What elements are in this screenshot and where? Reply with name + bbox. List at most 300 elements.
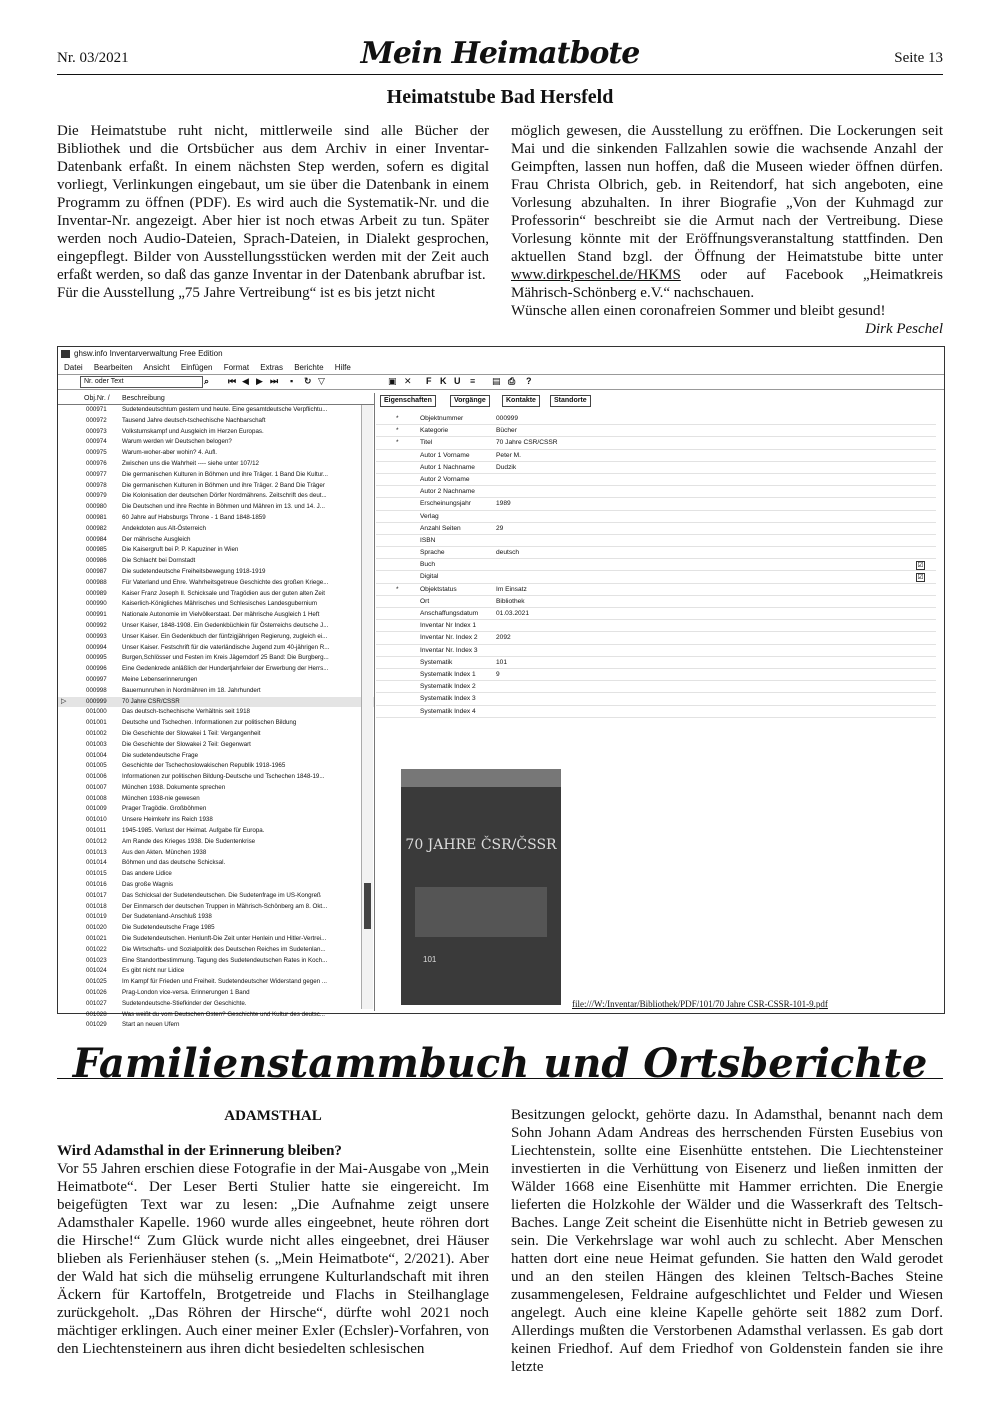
object-description: Deutsche und Tschechen. Informationen zur politischen Bildung bbox=[122, 719, 297, 727]
property-row[interactable] bbox=[376, 584, 936, 596]
new-icon[interactable]: ▣ bbox=[388, 376, 397, 386]
property-row[interactable] bbox=[376, 486, 936, 498]
tab-eigenschaften[interactable]: Eigenschaften bbox=[380, 395, 436, 407]
next-record-icon[interactable]: ▶ bbox=[256, 376, 263, 386]
property-value[interactable]: 1989 bbox=[496, 500, 511, 508]
table-row[interactable] bbox=[58, 632, 374, 643]
table-row[interactable] bbox=[58, 567, 374, 578]
property-label: Anzahl Seiten bbox=[420, 524, 461, 532]
property-value[interactable]: 2092 bbox=[496, 634, 511, 642]
table-row[interactable] bbox=[58, 664, 374, 675]
object-description: Prager Tragödie. Großböhmen bbox=[122, 805, 207, 813]
inventory-app-window bbox=[57, 346, 945, 1029]
property-value[interactable]: 70 Jahre CSR/CSSR bbox=[496, 439, 558, 447]
section-heading: Familienstammbuch und Ortsberichte bbox=[72, 1040, 928, 1087]
object-number: 000980 bbox=[86, 503, 107, 511]
records-list bbox=[58, 393, 375, 1029]
pdf-file-link[interactable]: file:///W:/Inventar/Bibliothek/PDF/101/70 Jahre CSR-CSSR-101-9.pdf bbox=[572, 999, 828, 1009]
delete-icon[interactable]: ✕ bbox=[404, 376, 412, 386]
property-label: Objektstatus bbox=[420, 585, 457, 593]
list-rows bbox=[58, 405, 374, 1031]
table-row[interactable] bbox=[58, 966, 374, 977]
property-label: Systematik bbox=[420, 658, 453, 666]
cover-title: 70 JAHRE ČSR/ČSSR bbox=[405, 837, 557, 853]
property-value[interactable]: 29 bbox=[496, 524, 504, 532]
list-scrollbar[interactable] bbox=[361, 405, 373, 1009]
search-input[interactable]: Nr. oder Text bbox=[80, 376, 203, 388]
object-description: Das Schicksal der Sudetendeutschen. Die Sudetenfrage im US-Kongreß bbox=[122, 891, 321, 899]
menu-item[interactable]: Hilfe bbox=[334, 363, 351, 372]
bold-icon[interactable]: F bbox=[426, 376, 432, 386]
property-row[interactable] bbox=[376, 571, 936, 583]
object-number: 000994 bbox=[86, 643, 107, 651]
object-number: 001029 bbox=[86, 1021, 107, 1029]
prev-record-icon[interactable]: ◀ bbox=[242, 376, 249, 386]
property-label: Autor 1 Vorname bbox=[420, 451, 470, 459]
object-description: Böhmen und das deutsche Schicksal. bbox=[122, 859, 226, 867]
object-description: 1945-1985. Verlust der Heimat. Aufgabe für Europa. bbox=[122, 827, 265, 835]
object-number: 001015 bbox=[86, 870, 107, 878]
table-row[interactable] bbox=[58, 740, 374, 751]
object-number: 000971 bbox=[86, 406, 107, 413]
window-titlebar bbox=[58, 347, 944, 361]
toolbar bbox=[58, 374, 944, 390]
property-value[interactable]: 01.03.2021 bbox=[496, 610, 530, 617]
print-icon[interactable]: ⎙ bbox=[508, 376, 516, 386]
table-row[interactable] bbox=[58, 783, 374, 794]
table-row[interactable] bbox=[58, 578, 374, 589]
table-row[interactable] bbox=[58, 880, 374, 891]
object-description: Unser Kaiser. Festschrift für die vaterländische Jugend zum 40-jährigen R... bbox=[122, 643, 330, 651]
object-number: 001004 bbox=[86, 751, 107, 759]
menu-item[interactable]: Ansicht bbox=[143, 363, 170, 372]
object-number: 001013 bbox=[86, 848, 107, 856]
properties-grid bbox=[376, 413, 936, 718]
object-number: 001020 bbox=[86, 924, 107, 932]
property-row[interactable] bbox=[376, 523, 936, 535]
scrollbar-thumb[interactable] bbox=[364, 883, 371, 929]
object-number: 001003 bbox=[86, 740, 107, 748]
table-row[interactable] bbox=[58, 589, 374, 600]
object-description: Eine Standortbestimmung. Tagung des Sudetendeutschen Rates in Koch... bbox=[122, 956, 328, 964]
table-row[interactable] bbox=[58, 405, 374, 416]
table-row[interactable] bbox=[58, 794, 374, 805]
object-description: Am Rande des Krieges 1938. Die Sudentenkrise bbox=[122, 837, 256, 845]
object-number: 000999 bbox=[86, 697, 107, 705]
table-row[interactable] bbox=[58, 653, 374, 664]
property-row[interactable] bbox=[376, 608, 936, 620]
property-label: Inventar Nr. Index 2 bbox=[420, 634, 478, 642]
object-number: 001028 bbox=[86, 1010, 107, 1018]
property-row[interactable] bbox=[376, 632, 936, 644]
table-row[interactable] bbox=[58, 956, 374, 967]
object-number: 000975 bbox=[86, 449, 107, 457]
object-description: Sudetendeutsche-Stiefkinder der Geschichte. bbox=[122, 999, 247, 1007]
object-number: 000974 bbox=[86, 438, 107, 446]
property-row[interactable] bbox=[376, 693, 936, 705]
table-row[interactable] bbox=[58, 729, 374, 740]
page-number: Seite 13 bbox=[894, 50, 943, 66]
object-number: 000996 bbox=[86, 665, 107, 673]
required-marker: * bbox=[396, 585, 399, 593]
object-description: Die sudetendeutsche Frage bbox=[122, 751, 199, 759]
menu-item[interactable]: Extras bbox=[260, 363, 283, 372]
article-right-column bbox=[511, 122, 943, 338]
property-row[interactable] bbox=[376, 559, 936, 571]
property-row[interactable] bbox=[376, 706, 936, 718]
detail-tabs bbox=[376, 393, 942, 405]
object-number: 000987 bbox=[86, 567, 107, 575]
table-row[interactable] bbox=[58, 707, 374, 718]
property-label: Autor 2 Vorname bbox=[420, 475, 470, 483]
checkbox[interactable]: ☑ bbox=[917, 562, 924, 570]
object-description: Der Einmarsch der deutschen Truppen in Mährisch-Schönberg am 8. Okt... bbox=[122, 902, 328, 910]
object-number: 000972 bbox=[86, 416, 107, 424]
object-description: Eine Gedenkrede anläßlich der Hundertjahrfeier der Erwerbung der Herrs... bbox=[122, 665, 329, 673]
required-marker: * bbox=[396, 439, 399, 447]
object-description: Start an neuen Ufern bbox=[122, 1021, 180, 1029]
refresh-icon[interactable]: ↻ bbox=[304, 376, 312, 386]
table-row[interactable] bbox=[58, 945, 374, 956]
object-description: Die germanischen Kulturen in Böhmen und ihre Träger. 2 Band Die Träger bbox=[122, 481, 325, 489]
page-header bbox=[57, 36, 943, 75]
property-row[interactable] bbox=[376, 547, 936, 559]
object-description: Warum-woher-aber wohin? 4. Aufl. bbox=[122, 449, 218, 457]
table-row[interactable] bbox=[58, 751, 374, 762]
object-number: 001025 bbox=[86, 978, 107, 986]
table-row[interactable] bbox=[58, 524, 374, 535]
object-number: 001012 bbox=[86, 837, 107, 845]
object-number: 000985 bbox=[86, 546, 107, 554]
table-row[interactable] bbox=[58, 545, 374, 556]
table-row[interactable] bbox=[58, 977, 374, 988]
property-value[interactable]: 9 bbox=[496, 670, 500, 678]
object-description: Der mährische Ausgleich bbox=[122, 535, 191, 543]
object-description: Volkstumskampf und Ausgleich im Herzen Europas. bbox=[122, 427, 264, 435]
list-header bbox=[58, 393, 374, 405]
filter-icon[interactable]: ▽ bbox=[318, 376, 325, 386]
object-description: Sudetendeutschtum gestern und heute. Eine gesamtdeutsche Verpflichtu... bbox=[122, 406, 328, 413]
property-label: ISBN bbox=[420, 536, 436, 544]
table-row[interactable] bbox=[58, 912, 374, 923]
object-description: Was weißt du vom Deutschen Osten? Geschichte und Kultur des deutsc... bbox=[122, 1010, 326, 1018]
last-record-icon[interactable]: ⏭ bbox=[270, 376, 279, 386]
table-row[interactable] bbox=[58, 621, 374, 632]
table-row[interactable] bbox=[58, 869, 374, 880]
table-row[interactable] bbox=[58, 502, 374, 513]
object-description: Das andere Lidice bbox=[122, 870, 172, 878]
search-icon[interactable]: ⌕ bbox=[204, 376, 210, 386]
table-row[interactable] bbox=[58, 902, 374, 913]
table-row[interactable] bbox=[58, 858, 374, 869]
object-description: Die sudetendeutsche Freiheitsbewegung 1918-1919 bbox=[122, 567, 266, 575]
object-number: 001021 bbox=[86, 935, 107, 943]
required-marker: * bbox=[396, 427, 399, 435]
property-label: Sprache bbox=[420, 549, 445, 557]
object-description: Der Sudetenland-Anschluß 1938 bbox=[122, 913, 212, 921]
book-cover-image bbox=[401, 769, 561, 1005]
object-description: Die Deutschen und ihre Rechte in Böhmen und Mähren im 13. und 14. J... bbox=[122, 503, 325, 511]
table-row[interactable] bbox=[58, 988, 374, 999]
property-label: Inventar Nr. Index 3 bbox=[420, 646, 478, 654]
table-row[interactable] bbox=[58, 697, 374, 708]
website-link[interactable]: www.dirkpeschel.de/HKMS bbox=[511, 267, 681, 283]
property-row[interactable] bbox=[376, 413, 936, 425]
object-description: Die Sudetendeutschen. Henlunft-Die Zeit unter Henlein und Hitler-Vertrei... bbox=[122, 935, 327, 943]
table-row[interactable] bbox=[58, 934, 374, 945]
issue-number: Nr. 03/2021 bbox=[57, 50, 129, 66]
table-row[interactable] bbox=[58, 535, 374, 546]
table-row[interactable] bbox=[58, 427, 374, 438]
object-number: 000976 bbox=[86, 459, 107, 467]
table-row[interactable] bbox=[58, 815, 374, 826]
table-row[interactable] bbox=[58, 459, 374, 470]
article-subtitle: Wird Adamsthal in der Erinnerung bleiben? bbox=[57, 1143, 342, 1159]
object-description: 70 Jahre CSR/CSSR bbox=[122, 697, 180, 705]
property-row[interactable] bbox=[376, 425, 936, 437]
required-marker: * bbox=[396, 415, 399, 422]
property-row[interactable] bbox=[376, 535, 936, 547]
object-description: Im Kampf für Frieden und Freiheit. Sudetendeutscher Widerstand gegen ... bbox=[122, 978, 327, 986]
table-row[interactable] bbox=[58, 923, 374, 934]
menu-item[interactable]: Format bbox=[223, 363, 250, 372]
property-label: Systematik Index 3 bbox=[420, 695, 476, 703]
property-label: Buch bbox=[420, 561, 436, 569]
paragraph: Besitzungen gelockt, gehörte dazu. In Adamsthal, benannt nach dem Sohn Johann Adam Andreas des herrschenden Fürsten Eusebius von Liechtenstein, sollte eine Eisenhütte entstehen. Die Liechtensteiner investierten in die Verhüttung von Eisenerz und ließen inmitten der Wälder 1668 eine Eisenhütte mit Hammer errichten. Die Energie lieferten die Holzkohle der Wälder und die Wasserkraft des Teltsch-Baches. Lange Zeit scheint die Eisenhütte nicht in Betrieb gewesen zu sein. Die Verkehrslage war wohl auch zu schlecht. Aber Menschen hatten dort eine neue Heimat gefunden. Sie hatten den Wald gerodet und an den steilen Hängen des kleinen Teltsch-Baches Steine zusammengelesen, Feldraine aufgeschlichtet und Felder und Wiesen angelegt. Auch eine kleine Kapelle gehörte seit 1882 zum Dorf. Allerdings mußten die Verstorbenen Adamsthal verlassen. Es gab dort keinen Friedhof. Auf dem Friedhof von Goldenstein fanden sie ihre letzte bbox=[511, 1107, 943, 1375]
object-number: 001005 bbox=[86, 762, 107, 770]
table-row[interactable] bbox=[58, 718, 374, 729]
cover-label: 101 bbox=[423, 955, 437, 964]
object-description: Die Wirtschafts- und Sozialpolitik des Deutschen Reiches im Sudetenlan... bbox=[122, 945, 326, 953]
object-number: 001027 bbox=[86, 999, 107, 1007]
object-description: Die Kaisergruft bei P. P. Kapuziner in Wien bbox=[122, 546, 239, 554]
property-label: Digital bbox=[420, 573, 439, 581]
table-row[interactable] bbox=[58, 686, 374, 697]
object-description: Die Geschichte der Slowakei 2 Teil: Gegenwart bbox=[122, 740, 251, 748]
object-number: 000986 bbox=[86, 557, 107, 565]
object-description: Die Schlacht bei Dornstadt bbox=[122, 557, 196, 565]
object-number: 001023 bbox=[86, 956, 107, 964]
object-number: 001010 bbox=[86, 816, 107, 824]
menu-item[interactable]: Einfügen bbox=[180, 363, 213, 372]
property-row[interactable] bbox=[376, 450, 936, 462]
table-row[interactable] bbox=[58, 556, 374, 567]
property-label: Titel bbox=[420, 439, 433, 447]
property-value[interactable]: Bibliothek bbox=[496, 597, 525, 605]
property-row[interactable] bbox=[376, 498, 936, 510]
object-description: Es gibt nicht nur Lidice bbox=[122, 967, 185, 975]
object-number: 001006 bbox=[86, 773, 107, 781]
property-value[interactable]: 000999 bbox=[496, 415, 519, 422]
object-description: Unser Kaiser, 1848-1908. Ein Gedenkbüchlein für Österreichs deutsche J... bbox=[122, 621, 329, 629]
table-row[interactable] bbox=[58, 675, 374, 686]
object-number: 001024 bbox=[86, 967, 107, 975]
app-icon bbox=[61, 350, 70, 358]
property-row[interactable] bbox=[376, 669, 936, 681]
object-number: 000977 bbox=[86, 470, 107, 478]
property-label: Systematik Index 2 bbox=[420, 683, 476, 691]
help-icon[interactable]: ? bbox=[526, 376, 532, 386]
property-value[interactable]: Bücher bbox=[496, 427, 517, 435]
tab-standorte[interactable]: Standorte bbox=[550, 395, 591, 407]
object-description: Geschichte der Tschechoslowakischen Republik 1918-1965 bbox=[122, 762, 286, 770]
table-row[interactable] bbox=[58, 643, 374, 654]
table-row[interactable] bbox=[58, 837, 374, 848]
object-description: Das große Wagnis bbox=[122, 881, 174, 889]
table-row[interactable] bbox=[58, 599, 374, 610]
window-title: ghsw.info Inventarverwaltung Free Edition bbox=[74, 349, 223, 358]
object-number: 001009 bbox=[86, 805, 107, 813]
underline-icon[interactable]: U bbox=[454, 376, 461, 386]
object-number: 000973 bbox=[86, 427, 107, 435]
object-description: München 1938-nie gewesen bbox=[122, 794, 200, 802]
property-value[interactable]: Peter M. bbox=[496, 451, 521, 459]
table-row[interactable] bbox=[58, 1010, 374, 1021]
table-row[interactable] bbox=[58, 1020, 374, 1031]
object-description: Zwischen uns die Wahrheit ---- siehe unter 107/12 bbox=[122, 459, 259, 467]
save-icon[interactable]: ▪ bbox=[290, 376, 294, 386]
article-right-column bbox=[511, 1106, 943, 1376]
property-row[interactable] bbox=[376, 657, 936, 669]
table-row[interactable] bbox=[58, 848, 374, 859]
object-number: 000991 bbox=[86, 611, 107, 619]
object-description: Andekdoten aus Alt-Österreich bbox=[122, 524, 206, 532]
author-signature: Dirk Peschel bbox=[865, 321, 943, 337]
column-header-description[interactable]: Beschreibung bbox=[122, 395, 165, 402]
paragraph: Wünsche allen einen coronafreien Sommer und bleibt gesund! bbox=[511, 303, 886, 319]
object-number: 001022 bbox=[86, 945, 107, 953]
object-number: 000982 bbox=[86, 524, 107, 532]
table-row[interactable] bbox=[58, 513, 374, 524]
property-row[interactable] bbox=[376, 474, 936, 486]
table-row[interactable] bbox=[58, 491, 374, 502]
article-title: ADAMSTHAL bbox=[224, 1108, 322, 1124]
property-row[interactable] bbox=[376, 511, 936, 523]
object-description: Die Kolonisation der deutschen Dörfer Nordmährens. Zeitschrift des deut... bbox=[122, 492, 327, 500]
object-number: 001001 bbox=[86, 719, 107, 727]
object-description: Warum werden wir Deutschen belogen? bbox=[122, 438, 232, 446]
property-value[interactable]: 101 bbox=[496, 658, 508, 666]
menu-item[interactable]: Datei bbox=[64, 363, 83, 372]
object-number: 000990 bbox=[86, 600, 107, 608]
table-row[interactable] bbox=[58, 470, 374, 481]
object-description: Unser Kaiser. Ein Gedenkbuch der fünfzigjährigen Regierung, zugleich ei... bbox=[122, 632, 328, 640]
object-number: 001014 bbox=[86, 859, 107, 867]
object-number: 001008 bbox=[86, 794, 107, 802]
table-row[interactable] bbox=[58, 481, 374, 492]
object-description: Bauernunruhen in Nordmähren im 18. Jahrhundert bbox=[122, 686, 261, 694]
checkbox[interactable]: ☑ bbox=[917, 574, 924, 582]
castle-photo bbox=[415, 887, 547, 937]
object-number: 000981 bbox=[86, 513, 107, 521]
property-row[interactable] bbox=[376, 645, 936, 657]
menu-bar bbox=[58, 361, 944, 374]
object-number: 001017 bbox=[86, 891, 107, 899]
article-title: Heimatstube Bad Hersfeld bbox=[386, 86, 614, 108]
property-label: Autor 1 Nachname bbox=[420, 463, 475, 471]
object-number: 000984 bbox=[86, 535, 107, 543]
article-left-column bbox=[57, 1142, 489, 1358]
object-number: 001000 bbox=[86, 708, 107, 716]
object-description: Unsere Heimkehr ins Reich 1938 bbox=[122, 816, 213, 824]
table-row[interactable] bbox=[58, 437, 374, 448]
object-number: 001016 bbox=[86, 881, 107, 889]
paragraph: möglich gewesen, die Ausstellung zu eröffnen. Die Lockerungen seit Mai und die sinkenden Fallzahlen sowie die wachsende Anzahl der Geimpften, lassen nun hoffen, daß die Museen wieder öffnen dürfen. Frau Christa Olbrich, geb. in Reitendorf, hat sich angeboten, eine Vorlesung abzuhalten. In ihrer Biografie „Von der Kuhmagd zur Professorin“ beschreibt sie die Armut nach der Vertreibung. Diese Vorlesung könnte mit der Eröffnungsveranstaltung stattfinden. Den aktuellen Stand bzgl. der Öffnung der Heimatstube bitte unter www.dirkpeschel.de/HKMS oder auf Facebook „Heimatkreis Mährisch-Schönberg e.V.“ nachschauen. bbox=[511, 123, 943, 301]
section-divider bbox=[57, 1078, 943, 1079]
detail-panel bbox=[376, 393, 942, 1011]
article-left-column bbox=[57, 122, 489, 302]
property-row[interactable] bbox=[376, 681, 936, 693]
property-row[interactable] bbox=[376, 620, 936, 632]
property-row[interactable] bbox=[376, 596, 936, 608]
object-number: 000997 bbox=[86, 675, 107, 683]
table-row[interactable] bbox=[58, 891, 374, 902]
object-description: Tausend Jahre deutsch-tschechische Nachbarschaft bbox=[122, 416, 266, 424]
property-label: Kategorie bbox=[420, 427, 449, 435]
paragraph: Die Heimatstube ruht nicht, mittlerweile sind alle Bücher der Bibliothek und die Ortsbücher aus dem Archiv in einer Inventar-Datenbank erfaßt. In einem nächsten Step werden, sofern es digital vorliegt, Verlinkungen eingebaut, um sie über die Datenbank in einem Programm zu öffnen (PDF). Es wird auch die Systematik-Nr. und die Inventar-Nr. angezeigt. Aber hier ist noch etwas Arbeit zu tun. Später werden noch Audio-Dateien, Sprach-Dateien, in Dialekt gesprochen, eingepflegt. Bilder von Ausstellungsstücken werden mit der Zeit auch erfaßt werden, so daß das ganze Inventar in der Datenbank abrufbar ist. bbox=[57, 123, 489, 283]
table-row[interactable] bbox=[58, 826, 374, 837]
object-number: 001018 bbox=[86, 902, 107, 910]
property-value[interactable]: Im Einsatz bbox=[496, 585, 527, 593]
first-record-icon[interactable]: ⏮ bbox=[228, 376, 237, 386]
table-row[interactable] bbox=[58, 448, 374, 459]
list-icon[interactable]: ≡ bbox=[470, 376, 476, 386]
menu-item[interactable]: Bearbeiten bbox=[93, 363, 133, 372]
object-number: 000989 bbox=[86, 589, 107, 597]
object-number: 001019 bbox=[86, 913, 107, 921]
object-description: Die Geschichte der Slowakei 1 Teil: Vergangenheit bbox=[122, 729, 261, 737]
object-number: 000979 bbox=[86, 492, 107, 500]
object-number: 000993 bbox=[86, 632, 107, 640]
tab-kontakte[interactable]: Kontakte bbox=[502, 395, 540, 407]
report-icon[interactable]: ▤ bbox=[492, 376, 501, 386]
property-label: Erscheinungsjahr bbox=[420, 500, 471, 508]
object-description: Nationale Autonomie im Vielvölkerstaat. Der mährische Ausgleich 1 Heft bbox=[122, 611, 320, 619]
object-description: Informationen zur politischen Bildung-Deutsche und Tschechen 1848-19... bbox=[122, 773, 325, 781]
property-value[interactable]: deutsch bbox=[496, 549, 520, 557]
object-description: Kaiser Franz Joseph II. Schicksale und Tragödien aus der guten alten Zeit bbox=[122, 589, 325, 597]
object-number: 001007 bbox=[86, 783, 107, 791]
property-label: Systematik Index 4 bbox=[420, 707, 476, 715]
table-row[interactable] bbox=[58, 416, 374, 427]
object-number: 000998 bbox=[86, 686, 107, 694]
object-number: 001026 bbox=[86, 989, 107, 997]
object-description: Für Vaterland und Ehre. Wahrheitsgetreue Geschichte des großen Kriege... bbox=[122, 578, 329, 586]
object-description: Das deutsch-tschechische Verhältnis seit 1918 bbox=[122, 708, 250, 716]
object-number: 000978 bbox=[86, 481, 107, 489]
column-header-number[interactable]: Obj.Nr. / bbox=[84, 395, 110, 402]
property-value[interactable]: Dudzik bbox=[496, 463, 517, 471]
table-row[interactable] bbox=[58, 761, 374, 772]
row-selector-icon: ▷ bbox=[61, 697, 67, 705]
property-row[interactable] bbox=[376, 437, 936, 449]
tab-vorgaenge[interactable]: Vorgänge bbox=[450, 395, 490, 407]
object-description: Die germanischen Kulturen in Böhmen und ihre Träger. 1 Band Die Kultur... bbox=[122, 470, 329, 478]
paragraph: Für die Ausstellung „75 Jahre Vertreibung“ ist es bis jetzt nicht bbox=[57, 285, 435, 301]
table-row[interactable] bbox=[58, 610, 374, 621]
menu-item[interactable]: Berichte bbox=[294, 363, 324, 372]
table-row[interactable] bbox=[58, 772, 374, 783]
property-label: Objektnummer bbox=[420, 415, 464, 422]
object-number: 000995 bbox=[86, 654, 107, 662]
property-label: Anschaffungsdatum bbox=[420, 610, 479, 617]
table-row[interactable] bbox=[58, 804, 374, 815]
object-number: 000988 bbox=[86, 578, 107, 586]
paragraph: Vor 55 Jahren erschien diese Fotografie in der Mai-Ausgabe von „Mein Heimatbote“. Der Leser Berti Stulier hatte sie eingereicht. Im beigefügten Text war zu lesen: „Die Aufnahme zeigt unsere Adamsthaler Kapelle. 1960 wurde alles eingeebnet, heute röhren dort die Hirsche!“ Zum Glück wurde nicht alles eingeebnet, drei Häuser blieben als Ferienhäuser stehen (s. „Mein Heimatbote“, 2/2021). Aber der Wald hat sich die mühselig errungene Kulturlandschaft mit ihren Äckern für Kartoffeln, Brotgetreide und Flachs in Steilhanglage zurückgeholt. „Das Röhren der Hirsche“, dürfte wohl 2021 noch mächtiger erklingen. Auch einer meiner Exler (Echsler)-Vorfahren, von den Liechtensteinern aus ihren dicht besiedelten schlesischen bbox=[57, 1161, 489, 1357]
property-row[interactable] bbox=[376, 462, 936, 474]
italic-icon[interactable]: K bbox=[440, 376, 447, 386]
table-row[interactable] bbox=[58, 999, 374, 1010]
